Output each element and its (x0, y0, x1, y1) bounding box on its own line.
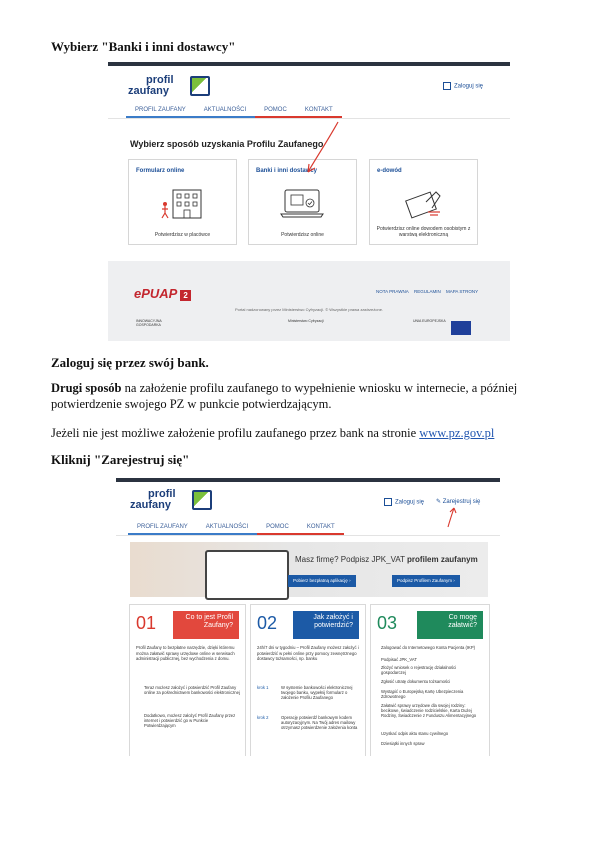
button-label: Podpisz Profilem Zaufanym (397, 578, 453, 583)
download-app-button[interactable] (288, 575, 356, 587)
banner-text-bold: profilem zaufanym (407, 555, 478, 564)
screenshot-choose-method (108, 62, 510, 341)
step-text: Operację potwierdź bankowym kodem autoryzacyjnym. Na Twój adres mailowy otrzymasz potwierdzenie założenia konta (281, 715, 358, 730)
banner-text-plain: Masz firmę? Podpisz JPK_VAT (295, 555, 408, 564)
button-label: Pobierz bezpłatną aplikację (293, 578, 348, 583)
screenshot-register (116, 478, 500, 756)
column-text: Profil Zaufany to bezpłatne narzędzie, dzięki któremu można załatwić sprawy urzędowe online w serwisach administracji publicznej, bez wychodzenia z domu. (136, 645, 235, 661)
second-method-bold: Drugi sposób (51, 381, 122, 395)
paragraph-if-not-possible (51, 425, 551, 441)
tab-profil-zaufany[interactable]: PROFIL ZAUFANY (126, 107, 195, 118)
login-link[interactable] (443, 82, 483, 90)
list-item: Wystąpić o Europejską Kartę Ubezpieczenia Zdrowotnego (381, 689, 464, 699)
epuap-label: ePUAP (134, 286, 178, 301)
logo-label: INNOWACYJNA GOSPODARKA (136, 319, 162, 327)
footer-link-nota[interactable]: NOTA PRAWNA (376, 289, 409, 294)
footer-link-mapa[interactable]: MAPA STRONY (446, 289, 479, 294)
main-nav (128, 524, 344, 535)
chevron-right-icon: › (453, 578, 455, 583)
logo-label: UNIA EUROPEJSKA (413, 319, 446, 323)
list-item: Zalogować do Internetowego Konta Pacjenta (IKP) (381, 645, 476, 650)
column-number: 03 (377, 613, 398, 633)
footer-link-regulamin[interactable]: REGULAMIN (414, 289, 441, 294)
profil-zaufany-logo[interactable] (128, 74, 208, 102)
paragraph-second-method (51, 380, 551, 412)
logo-text-top: profil (148, 488, 176, 500)
tab-aktualnosci[interactable]: AKTUALNOŚCI (197, 524, 257, 535)
list-item: Załatwić sprawy urzędowe dla swojej rodziny: becikowe, świadczenie rodzicielskie, Karta Dużej Rodziny, Świadczenie z Funduszu Alimentacyjnego (381, 703, 477, 718)
card-e-dowod[interactable] (369, 159, 478, 245)
logo-text-top: profil (146, 74, 174, 86)
second-method-text: na założenie profilu zaufanego to wypełnienie wniosku w internecie, a później potwierdzenie swojego PZ w punkcie potwierdzającym. (51, 381, 518, 411)
id-card-hand-icon (400, 186, 446, 220)
innowacyjna-logo (136, 319, 186, 327)
nav-divider (116, 535, 500, 536)
logo-mark-icon (190, 76, 210, 96)
column-number: 01 (136, 613, 157, 633)
building-icon (159, 186, 205, 220)
login-icon (443, 82, 451, 90)
step-text: W systemie bankowości elektronicznej twojego banku, wypełnij formularz o założenie Profilu Zaufanego (281, 685, 353, 700)
banner-text (295, 555, 478, 564)
footer-note: Portal nadzorowany przez Ministerstwo Cyfryzacji. © Wszystkie prawa zastrzeżone. (234, 307, 384, 312)
epuap-logo[interactable] (134, 286, 191, 301)
profil-zaufany-logo[interactable] (130, 488, 210, 516)
column-tag[interactable]: Jak założyć i potwierdzić? (293, 611, 359, 639)
chevron-right-icon: › (349, 578, 351, 583)
tab-pomoc[interactable]: POMOC (255, 107, 296, 118)
column-number: 02 (257, 613, 278, 633)
list-item: Dziesiątki innych spraw (381, 741, 425, 746)
epuap-number: 2 (180, 290, 190, 301)
footer (108, 261, 510, 341)
column-tag[interactable]: Co to jest Profil Zaufany? (173, 611, 239, 639)
card-formularz-online[interactable] (128, 159, 237, 245)
card-footer: Potwierdzisz w placówce (154, 232, 211, 238)
login-icon (384, 498, 392, 506)
logo-mark-icon (192, 490, 212, 510)
card-footer: Potwierdzisz online (281, 232, 324, 238)
logo-text-bottom: zaufany (128, 85, 169, 97)
ministerstwo-logo (288, 319, 338, 323)
pencil-icon: ✎ (436, 499, 443, 505)
card-banki-dostawcy[interactable] (248, 159, 357, 245)
list-item[interactable]: Dodatkowo, możesz założyć Profil Zaufany przez internet i potwierdzić go w Punkcie Potwierdzającym (144, 713, 236, 728)
section-title: Wybierz sposób uzyskania Profilu Zaufanego (130, 139, 324, 149)
jpk-vat-banner (130, 542, 488, 597)
tab-kontakt[interactable]: KONTAKT (296, 107, 342, 118)
red-arrow-annotation (442, 506, 462, 528)
heading-choose-banks: Wybierz "Banki i inni dostawcy" (51, 39, 236, 54)
tab-profil-zaufany[interactable]: PROFIL ZAUFANY (128, 524, 197, 535)
card-title: e-dowód (377, 168, 402, 174)
info-column-how-to (250, 604, 366, 756)
column-text: 24h/7 dni w tygodniu – Profil Zaufany możesz założyć i potwierdzić w pełni online przy pomocy zewnętrznego dostawcy tożsamości, np. banku (257, 645, 359, 661)
list-item: Podpisać JPK_VAT (381, 657, 417, 662)
login-label: Zaloguj się (454, 83, 484, 90)
login-label: Zaloguj się (395, 499, 425, 506)
laptop-icon (279, 186, 325, 220)
step-label: krok 2 (257, 715, 269, 720)
nav-divider (108, 118, 510, 119)
main-nav (126, 107, 342, 118)
pz-gov-link[interactable]: www.pz.gov.pl (419, 426, 495, 440)
logo-text-bottom: zaufany (130, 499, 171, 511)
heading-login-bank: Zaloguj się przez swój bank. (51, 355, 209, 370)
card-title: Banki i inni dostawcy (256, 168, 318, 174)
tab-aktualnosci[interactable]: AKTUALNOŚCI (195, 107, 255, 118)
register-link[interactable] (436, 498, 480, 505)
tab-pomoc[interactable]: POMOC (257, 524, 298, 535)
eu-flag-icon (451, 321, 471, 335)
sign-profile-button[interactable] (392, 575, 460, 587)
heading-click-register: Kliknij "Zarejestruj się" (51, 452, 190, 467)
login-link[interactable] (384, 498, 424, 506)
list-item: Zgłosić utratę dokumentu tożsamości (381, 679, 451, 684)
register-label: Zarejestruj się (442, 499, 481, 505)
card-title: Formularz online (136, 168, 185, 174)
top-bar (108, 62, 510, 66)
step-label: krok 1 (257, 685, 269, 690)
logo-label: Ministerstwo Cyfryzacji (288, 319, 324, 323)
info-column-what-can (370, 604, 490, 756)
column-tag[interactable]: Co mogę załatwić? (417, 611, 483, 639)
card-footer: Potwierdzisz online dowodem osobistym z warstwą elektroniczną (376, 226, 471, 238)
list-item: Uzyskać odpis aktu stanu cywilnego (381, 731, 449, 736)
tab-kontakt[interactable]: KONTAKT (298, 524, 344, 535)
top-bar (116, 478, 500, 482)
info-column-what-is (129, 604, 246, 756)
list-item: Złożyć wniosek o rejestrację działalności gospodarczej (381, 665, 457, 675)
if-not-possible-text: Jeżeli nie jest możliwe założenie profilu zaufanego przez bank na stronie (51, 426, 420, 440)
laptop-icon (205, 550, 289, 600)
list-item: Teraz możesz założyć i potwierdzić Profil Zaufany online za pośrednictwem bankowości elektronicznej (144, 685, 240, 695)
